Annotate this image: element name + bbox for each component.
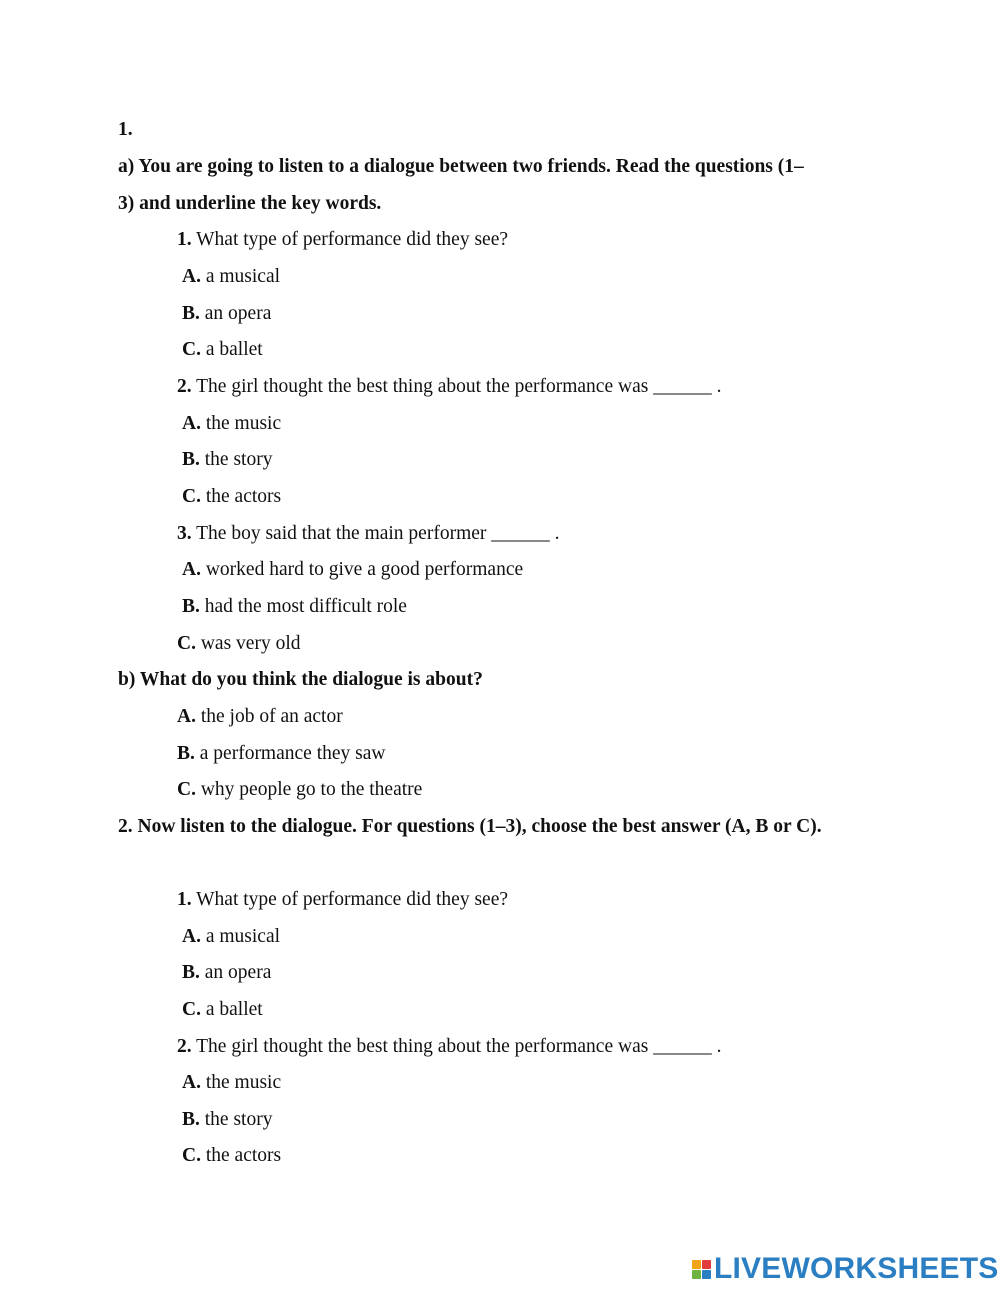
question-1: 1. What type of performance did they see? [177, 889, 509, 910]
option-b[interactable]: B. had the most difficult role [182, 596, 407, 617]
question-2: 2. The girl thought the best thing about the performance was ______ . [177, 1036, 722, 1057]
option-b[interactable]: B. an opera [182, 962, 272, 983]
option-c[interactable]: C. a ballet [182, 339, 263, 360]
option-c[interactable]: C. why people go to the theatre [177, 779, 423, 800]
logo-mark-icon [692, 1260, 711, 1279]
option-a[interactable]: A. the job of an actor [177, 706, 343, 727]
option-a[interactable]: A. a musical [182, 926, 281, 947]
instruction-a-line1: a) You are going to listen to a dialogue between two friends. Read the questions (1– [118, 156, 804, 177]
option-b[interactable]: B. a performance they saw [177, 743, 386, 764]
option-a[interactable]: A. worked hard to give a good performance [182, 559, 524, 580]
logo-text: LIVEWORKSHEETS [714, 1252, 999, 1285]
option-a[interactable]: A. the music [182, 1072, 282, 1093]
option-b[interactable]: B. an opera [182, 303, 272, 324]
option-b[interactable]: B. the story [182, 1109, 273, 1130]
option-c[interactable]: C. the actors [182, 486, 282, 507]
instruction-a-line2: 3) and underline the key words. [118, 193, 382, 214]
instruction-2: 2. Now listen to the dialogue. For questions (1–3), choose the best answer (A, B or C). [118, 816, 822, 837]
option-c[interactable]: C. a ballet [182, 999, 263, 1020]
question-2: 2. The girl thought the best thing about the performance was ______ . [177, 376, 722, 397]
question-b: b) What do you think the dialogue is about? [118, 669, 483, 690]
option-c[interactable]: C. was very old [177, 633, 301, 654]
question-1: 1. What type of performance did they see? [177, 229, 509, 250]
option-b[interactable]: B. the story [182, 449, 273, 470]
option-a[interactable]: A. a musical [182, 266, 281, 287]
question-3: 3. The boy said that the main performer ______ . [177, 523, 560, 544]
option-a[interactable]: A. the music [182, 413, 282, 434]
liveworksheets-logo[interactable] [692, 1254, 999, 1284]
option-c[interactable]: C. the actors [182, 1145, 282, 1166]
exercise-number: 1. [118, 119, 133, 140]
